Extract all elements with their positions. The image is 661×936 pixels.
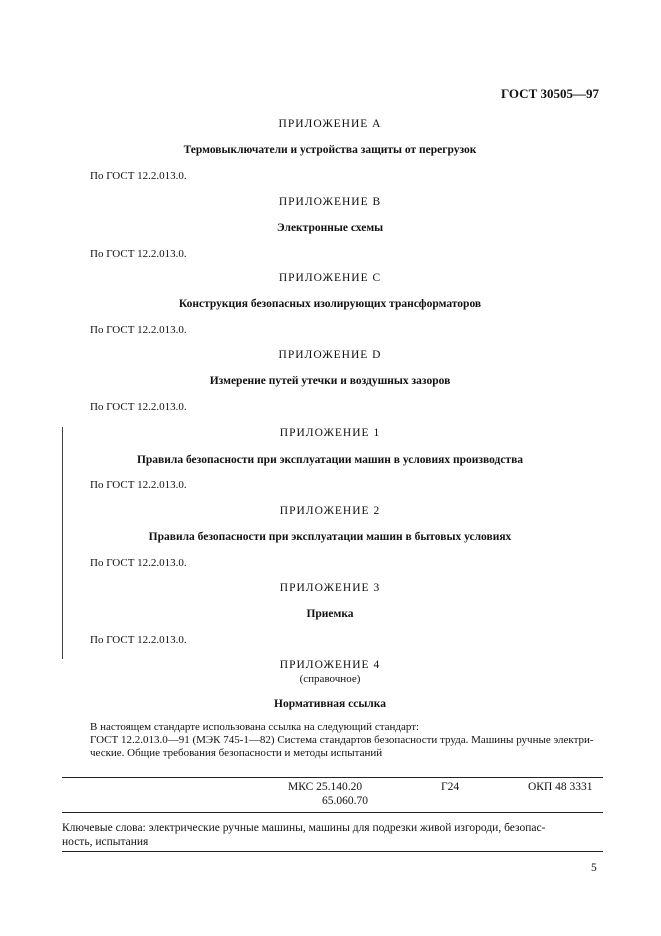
reference-line-2: ческие. Общие требования безопасности и методы испытаний xyxy=(90,747,383,759)
appendix-title: ПРИЛОЖЕНИЕ 1 xyxy=(279,427,381,439)
appendix-heading: Термовыключатели и устройства защиты от перегрузок xyxy=(183,144,477,156)
classification-rule-top xyxy=(62,777,603,778)
appendix-body: По ГОСТ 12.2.013.0. xyxy=(90,324,187,336)
page-number: 5 xyxy=(591,862,597,874)
appendix-body: По ГОСТ 12.2.013.0. xyxy=(90,401,187,413)
reference-paragraph xyxy=(90,721,600,760)
appendix-title: ПРИЛОЖЕНИЕ 2 xyxy=(279,505,381,517)
appendix-title: ПРИЛОЖЕНИЕ 3 xyxy=(279,582,381,594)
keywords-line-2: ность, испытания xyxy=(62,836,149,848)
appendix-heading: Приемка xyxy=(306,608,354,620)
appendix-4-title: ПРИЛОЖЕНИЕ 4 xyxy=(279,659,381,671)
keywords xyxy=(62,821,603,849)
appendix-title: ПРИЛОЖЕНИЕ D xyxy=(278,349,382,361)
mks-code-2: 65.060.70 xyxy=(322,795,368,807)
mks-code: МКС 25.140.20 xyxy=(288,781,363,793)
appendix-heading: Электронные схемы xyxy=(276,222,384,234)
appendix-title: ПРИЛОЖЕНИЕ A xyxy=(278,118,382,130)
appendix-body: По ГОСТ 12.2.013.0. xyxy=(90,557,187,569)
appendix-body: По ГОСТ 12.2.013.0. xyxy=(90,479,187,491)
reference-line-1: ГОСТ 12.2.013.0—91 (МЭК 745-1—82) Система стандартов безопасности труда. Машины ручные электри- xyxy=(90,734,594,746)
appendix-title: ПРИЛОЖЕНИЕ B xyxy=(278,196,382,208)
appendix-body: По ГОСТ 12.2.013.0. xyxy=(90,248,187,260)
keywords-rule xyxy=(62,851,603,852)
document-code: ГОСТ 30505—97 xyxy=(500,86,599,101)
group-code: Г24 xyxy=(441,781,460,793)
okp-code: ОКП 48 3331 xyxy=(528,781,593,793)
appendix-heading: Измерение путей утечки и воздушных зазоров xyxy=(209,375,451,387)
appendix-heading: Правила безопасности при эксплуатации машин в условиях производства xyxy=(136,454,524,466)
appendix-title: ПРИЛОЖЕНИЕ C xyxy=(278,272,382,284)
reference-intro: В настоящем стандарте использована ссылка на следующий стандарт: xyxy=(90,721,420,733)
appendix-4-subtitle: (справочное) xyxy=(299,673,361,685)
classification-rule-bottom xyxy=(62,812,603,813)
change-bar xyxy=(62,427,63,659)
keywords-line-1: Ключевые слова: электрические ручные машины, машины для подрезки живой изгороди, безопас- xyxy=(62,822,546,834)
appendix-heading: Конструкция безопасных изолирующих трансформаторов xyxy=(178,298,482,310)
appendix-body: По ГОСТ 12.2.013.0. xyxy=(90,170,187,182)
appendix-body: По ГОСТ 12.2.013.0. xyxy=(90,634,187,646)
appendix-4-heading: Нормативная ссылка xyxy=(274,698,386,710)
appendix-heading: Правила безопасности при эксплуатации машин в бытовых условиях xyxy=(148,531,512,543)
